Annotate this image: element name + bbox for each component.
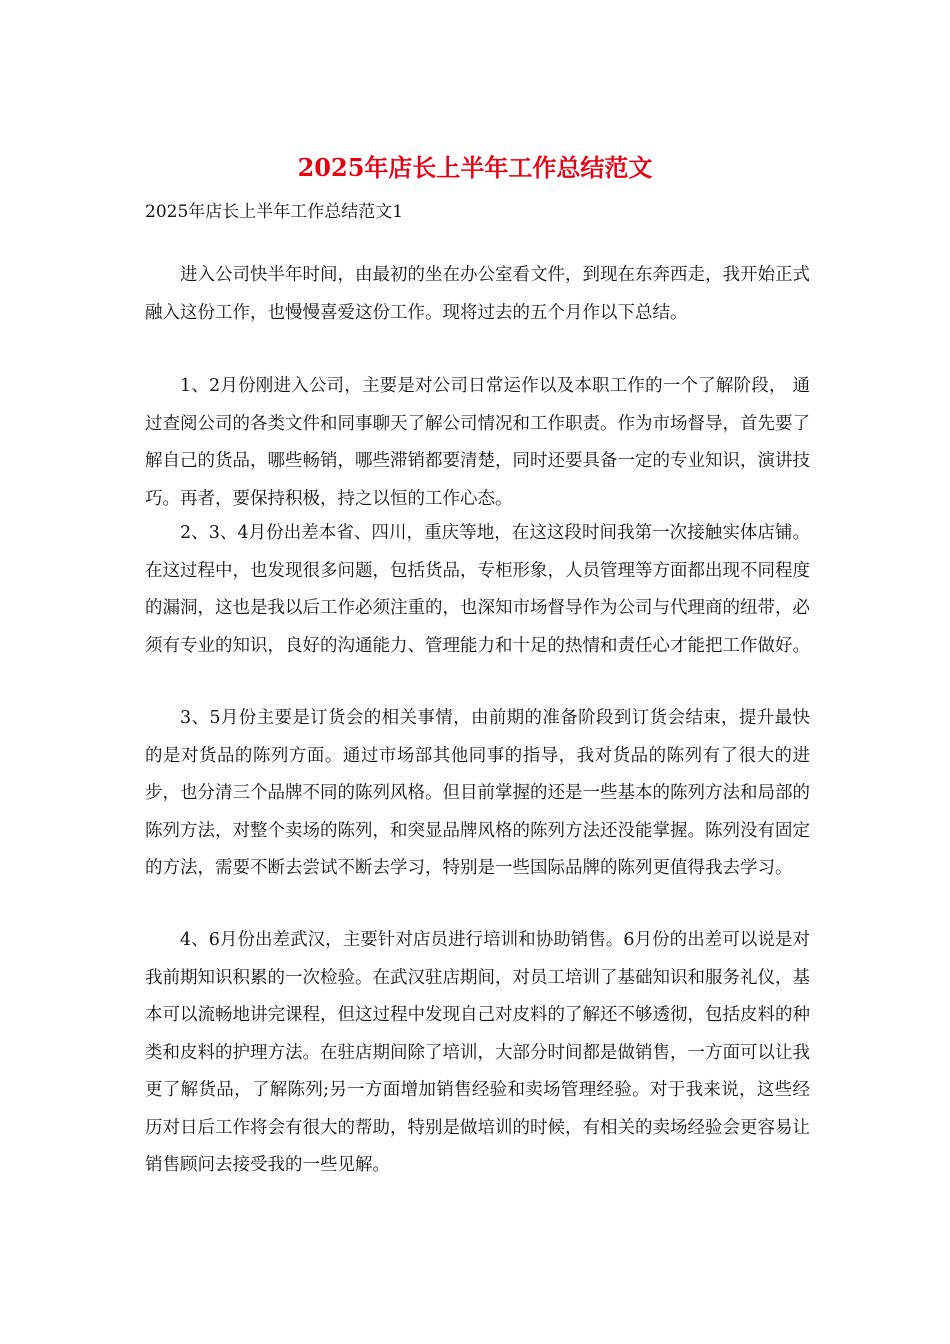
paragraph-item-2: 2、3、4月份出差本省、四川，重庆等地，在这这段时间我第一次接触实体店铺。在这过程中，也发现很多问题，包括货品，专柜形象，人员管理等方面都出现不同程度的漏洞，这也是我以后工作必须注重的，也深知市场督导作为公司与代理商的纽带，必须有专业的知识，良好的沟通能力、管理能力和十足的热情和责任心才能把工作做好。 bbox=[145, 523, 810, 656]
paragraph-item-1: 1、2月份刚进入公司，主要是对公司日常运作以及本职工作的一个了解阶段， 通过查阅公司的各类文件和同事聊天了解公司情况和工作职责。作为市场督导，首先要了解自己的货品，哪些畅销，哪些滞销都要清楚，同时还要具备一定的专业知识，演讲技巧。再者，要保持积极，持之以恒的工作心态。 bbox=[145, 376, 810, 509]
paragraph-item-4: 4、6月份出差武汉，主要针对店员进行培训和协助销售。6月份的出差可以说是对我前期知识积累的一次检验。在武汉驻店期间，对员工培训了基础知识和服务礼仪，基本可以流畅地讲完课程，但这过程中发现自己对皮料的了解还不够透彻，包括皮料的种类和皮料的护理方法。在驻店期间除了培训，大部分时间都是做销售，一方面可以让我更了解货品，了解陈列;另一方面增加销售经验和卖场管理经验。对于我来说，这些经历对日后工作将会有很大的帮助，特别是做培训的时候，有相关的卖场经验会更容易让销售顾问去接受我的一些见解。 bbox=[145, 930, 810, 1175]
section-subtitle: 2025年店长上半年工作总结范文1 bbox=[145, 202, 404, 222]
document-title: 2025年店长上半年工作总结范文 bbox=[297, 153, 653, 182]
paragraph-item-3: 3、5月份主要是订货会的相关事情，由前期的准备阶段到订货会结束，提升最快的是对货品的陈列方面。通过市场部其他同事的指导，我对货品的陈列有了很大的进步，也分清三个品牌不同的陈列风格。但目前掌握的还是一些基本的陈列方法和局部的陈列方法，对整个卖场的陈列，和突显品牌风格的陈列方法还没能掌握。陈列没有固定的方法，需要不断去尝试不断去学习，特别是一些国际品牌的陈列更值得我去学习。 bbox=[145, 708, 810, 878]
paragraph-intro: 进入公司快半年时间，由最初的坐在办公室看文件，到现在东奔西走，我开始正式融入这份工作，也慢慢喜爱这份工作。现将过去的五个月作以下总结。 bbox=[145, 265, 810, 323]
